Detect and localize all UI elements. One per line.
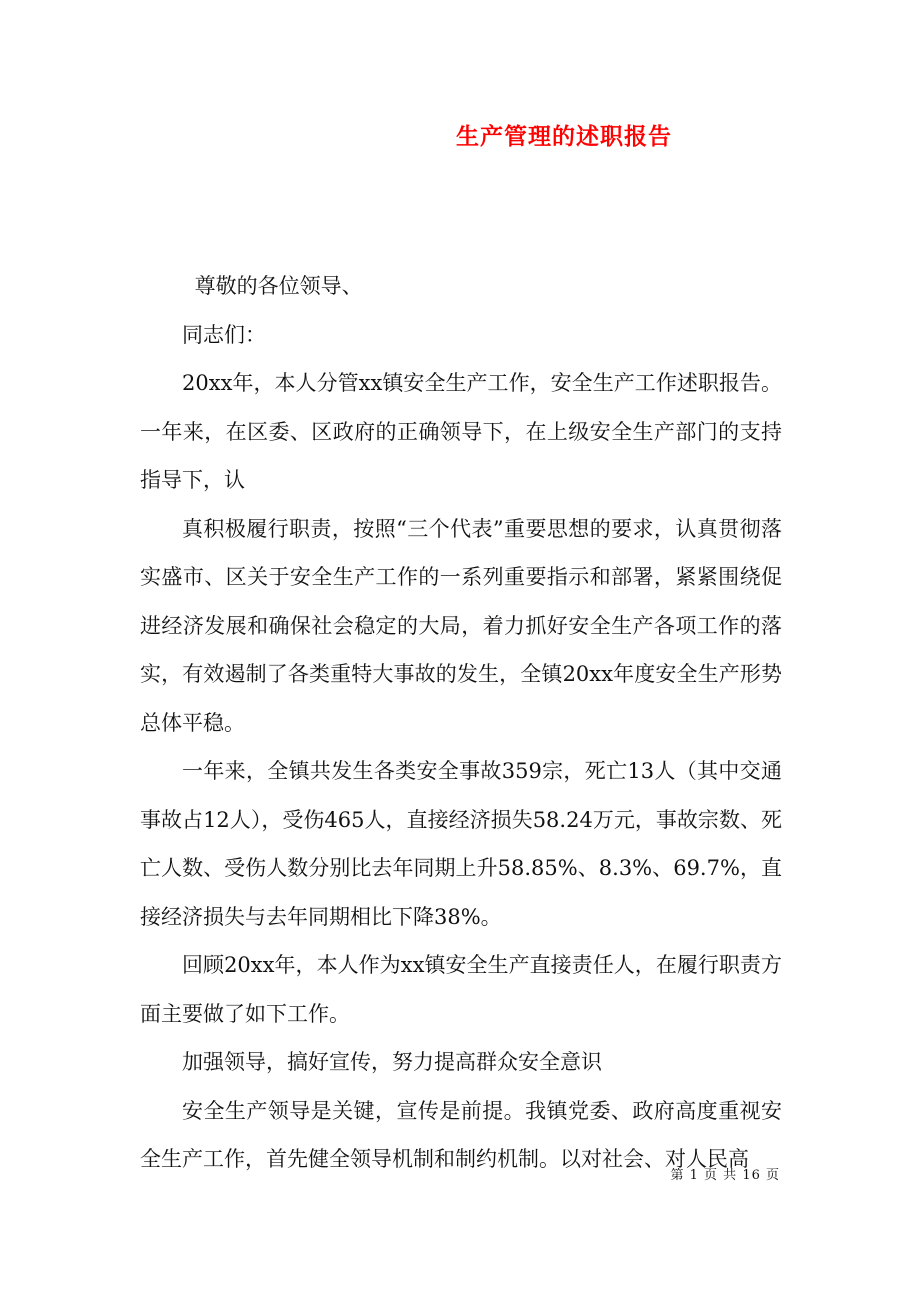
document-title: 生产管理的述职报告: [456, 123, 672, 150]
page-number-footer: 第 1 页 共 16 页: [670, 1168, 780, 1183]
paragraph: 回顾20xx年，本人作为xx镇安全生产直接责任人，在履行职责方面主要做了如下工作。: [140, 953, 782, 1026]
paragraph: 真积极履行职责，按照“三个代表”重要思想的要求，认真贯彻落实盛市、区关于安全生产工作的一系列重要指示和部署，紧紧围绕促进经济发展和确保社会稳定的大局，着力抓好安全生产各项工作的落实，有效遏制了各类重特大事故的发生，全镇20xx年度安全生产形势总体平稳。: [140, 516, 782, 735]
paragraph: 20xx年，本人分管xx镇安全生产工作，安全生产工作述职报告。一年来，在区委、区政府的正确领导下，在上级安全生产部门的支持指导下，认: [140, 371, 782, 492]
salutation-line-2: 同志们：: [182, 322, 266, 347]
paragraph: 安全生产领导是关键，宣传是前提。我镇党委、政府高度重视安全生产工作，首先健全领导机制和制约机制。以对社会、对人民高: [140, 1098, 782, 1171]
section-heading: 加强领导，搞好宣传，努力提高群众安全意识: [182, 1050, 602, 1074]
salutation-line-1: 尊敬的各位领导、: [194, 274, 363, 298]
paragraph: 一年来，全镇共发生各类安全事故359宗，死亡13人（其中交通事故占12人），受伤465人，直接经济损失58.24万元，事故宗数、死亡人数、受伤人数分别比去年同期上升58.85%、8.3%、69.7%，直接经济损失与去年同期相比下降38%。: [140, 759, 782, 929]
document-body: [140, 262, 782, 1184]
